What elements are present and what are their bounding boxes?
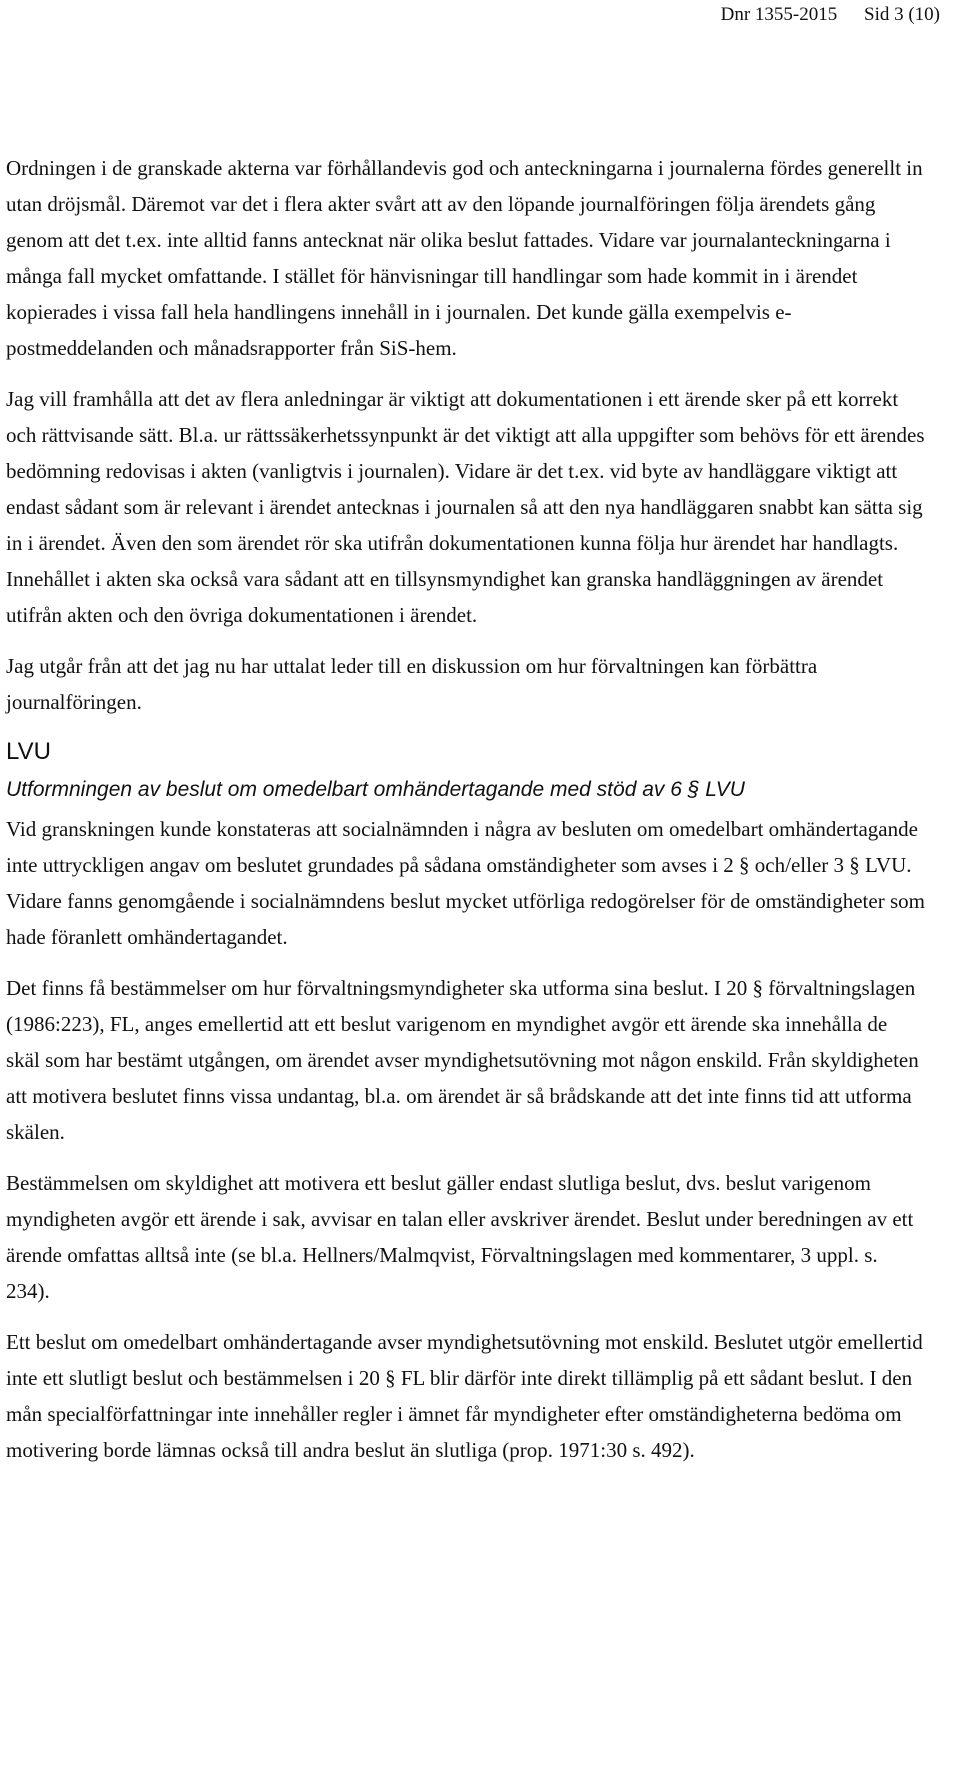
section-heading-lvu: LVU	[6, 738, 51, 765]
paragraph-administrative-law: Det finns få bestämmelser om hur förvaltningsmyndigheter ska utforma sina beslut. I 20 § förvaltningslagen (1986:223), FL, anges emellertid att ett beslut varigenom en myndighet avgör ett ärende ska innehålla de skäl som har bestämt utgången, om ärendet avser myndighetsutövning mot någon enskild. Från skyldigheten att motivera beslutet finns vissa undantag, bl.a. om ärendet är så brådskande att det inte finns tid att utforma skälen.	[6, 976, 919, 1144]
paragraph-documentation-importance: Jag vill framhålla att det av flera anledningar är viktigt att dokumentationen i ett ärende sker på ett korrekt och rättvisande sätt. Bl.a. ur rättssäkerhetssynpunkt är det viktigt att alla uppgifter som behövs för ett ärendes bedömning redovisas i akten (vanligtvis i journalen). Vidare är det t.ex. vid byte av handläggare viktigt att endast sådant som är relevant i ärendet antecknas i journalen så att den nya handläggaren snabbt kan sätta sig in i ärendet. Även den som ärendet rör ska utifrån dokumentationen kunna följa hur ärendet har handlagts. Innehållet i akten ska också vara sådant att en tillsynsmyndighet kan granska handläggningen av ärendet utifrån akten och den övriga dokumentationen i ärendet.	[6, 387, 925, 627]
document-body	[6, 150, 926, 1483]
subsection-heading: Utformningen av beslut om omedelbart omhändertagande med stöd av 6 § LVU	[6, 778, 745, 801]
paragraph-discussion: Jag utgår från att det jag nu har uttalat leder till en diskussion om hur förvaltningen kan förbättra journalföringen.	[6, 654, 818, 714]
page-number: Sid 3 (10)	[864, 4, 940, 25]
paragraph-review-findings: Vid granskningen kunde konstateras att socialnämnden i några av besluten om omedelbart omhändertagande inte uttryckligen angav om beslutet grundades på sådana omständigheter som avses i 2 § och/eller 3 § LVU. Vidare fanns genomgående i socialnämndens beslut mycket utförliga redogörelser för de omständigheter som hade föranlett omhändertagandet.	[6, 817, 925, 949]
page-header	[721, 2, 940, 28]
document-number: Dnr 1355-2015	[720, 4, 838, 25]
paragraph-journal-order: Ordningen i de granskade akterna var förhållandevis god och anteckningarna i journalerna fördes generellt in utan dröjsmål. Däremot var det i flera akter svårt att av den löpande journalföringen följa ärendets gång genom att det t.ex. inte alltid fanns antecknat när olika beslut fattades. Vidare var journalanteckningarna i många fall mycket omfattande. I stället för hänvisningar till handlingar som hade kommit in i ärendet kopierades i vissa fall hela handlingens innehåll in i journalen. Det kunde gälla exempelvis e-postmeddelanden och månadsrapporter från SiS-hem.	[6, 156, 923, 360]
paragraph-immediate-custody: Ett beslut om omedelbart omhändertagande avser myndighetsutövning mot enskild. Beslutet utgör emellertid inte ett slutligt beslut och bestämmelsen i 20 § FL blir därför inte direkt tillämplig på ett sådant beslut. I den mån specialförfattningar inte innehåller regler i ämnet får myndigheter efter omständigheterna bedöma om motivering borde lämnas också till andra beslut än slutliga (prop. 1971:30 s. 492).	[6, 1330, 923, 1462]
paragraph-final-decisions: Bestämmelsen om skyldighet att motivera ett beslut gäller endast slutliga beslut, dvs. beslut varigenom myndigheten avgör ett ärende i sak, avvisar en talan eller avskriver ärendet. Beslut under beredningen av ett ärende omfattas alltså inte (se bl.a. Hellners/Malmqvist, Förvaltningslagen med kommentarer, 3 uppl. s. 234).	[6, 1171, 914, 1303]
